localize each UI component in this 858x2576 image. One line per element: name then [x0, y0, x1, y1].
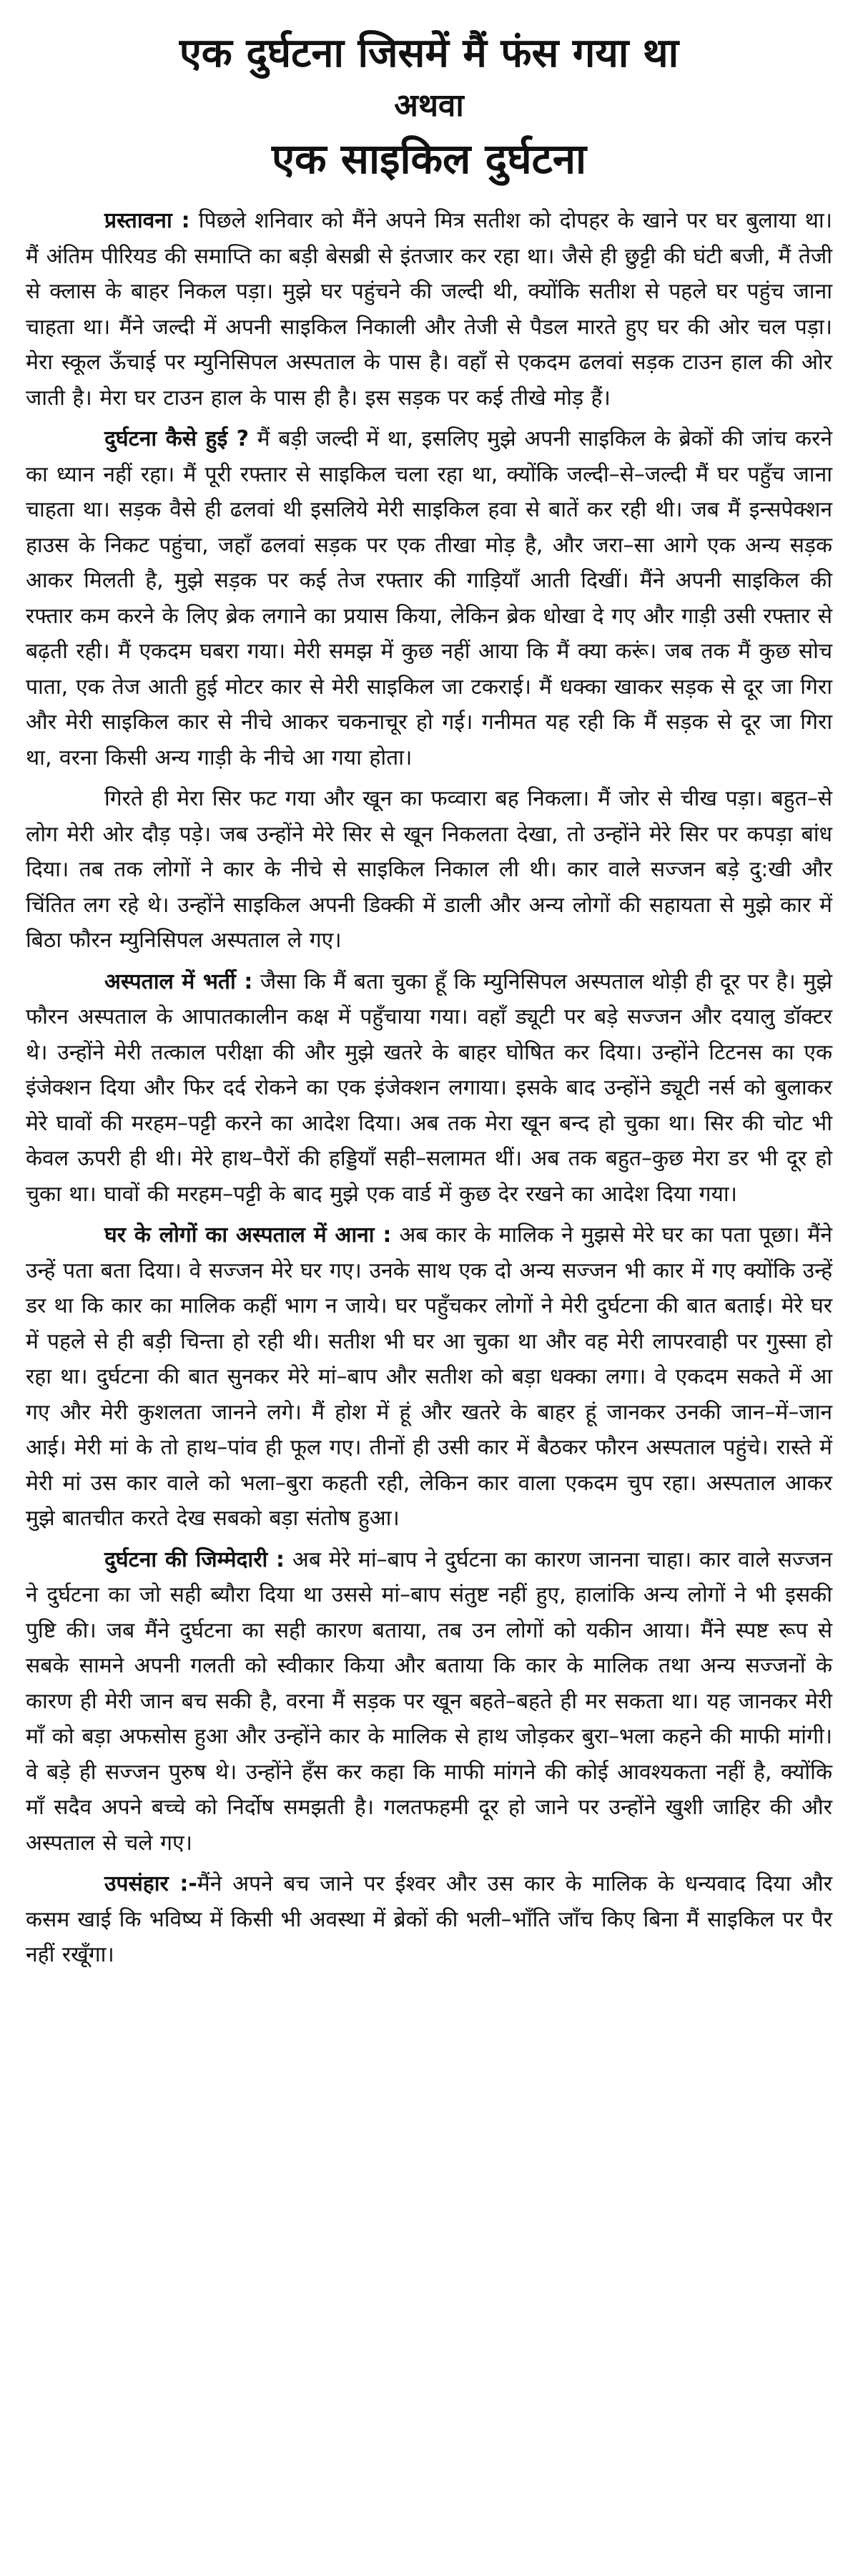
essay-title: एक दुर्घटना जिसमें मैं फंस गया था: [179, 30, 679, 77]
paragraph-hospital-admission: [26, 964, 832, 1213]
text-conclusion: मैंने अपने बच जाने पर ईश्वर और उस कार के मालिक के धन्यवाद दिया और कसम खाई कि भविष्य में किसी भी अवस्था में ब्रेकों की भली–भाँति जाँच किए बिना मैं साइकिल पर पैर नहीं रखूँगा।: [26, 1871, 833, 1967]
paragraph-family-arrival: [26, 1218, 832, 1537]
text-family-arrival: अब कार के मालिक ने मुझसे मेरे घर का पता पूछा। मैंने उन्हें पता बता दिया। वे सज्जन मेरे घर गए। उनके साथ एक दो अन्य सज्जन भी कार में गए क्योंकि उन्हें डर था कि कार का मालिक कहीं भाग न जाये। घर पहुँचकर लोगों ने मेरी दुर्घटना की बात बताई। मेरे घर में पहले से ही बड़ी चिन्ता हो रही थी। सतीश भी घर आ चुका था और वह मेरी लापरवाही पर गुस्सा हो रहा था। दुर्घटना की बात सुनकर मेरे मां–बाप और सतीश को बड़ा धक्का लगा। वे एकदम सकते में आ गए और मेरी कुशलता जानने लगे। मैं होश में हूं और खतरे के बाहर हूं जानकर उनकी जान–में–जान आई। मेरी मां के तो हाथ–पांव ही फूल गए। तीनों ही उसी कार में बैठकर फौरन अस्पताल पहुंचे। रास्ते में मेरी मां उस कार वाले को भला–बुरा कहती रही, लेकिन कार वाला एकदम चुप रहा। अस्पताल आकर मुझे बातचीत करते देख सबको बड़ा संतोष हुआ।: [26, 1223, 833, 1531]
heading-introduction: प्रस्तावना :: [104, 208, 190, 233]
paragraph-how-accident-happened: [26, 421, 832, 775]
heading-family-arrival: घर के लोगों का अस्पताल में आना :: [104, 1223, 392, 1248]
paragraph-responsibility: [26, 1542, 832, 1861]
text-introduction: पिछले शनिवार को मैंने अपने मित्र सतीश को दोपहर के खाने पर घर बुलाया था। मैं अंतिम पीरियड की समाप्ति का बड़ी बेसब्री से इंतजार कर रहा था। जैसे ही छुट्टी की घंटी बजी, मैं तेजी से क्लास के बाहर निकल पड़ा। मुझे घर पहुंचने की जल्दी थी, क्योंकि सतीश से पहले घर पहुंच जाना चाहता था। मैंने जल्दी में अपनी साइकिल निकाली और तेजी से पैडल मारते हुए घर की ओर चल पड़ा। मेरा स्कूल ऊँचाई पर म्युनिसिपल अस्पताल के पास है। वहाँ से एकदम ढलवां सड़क टाउन हाल की ओर जाती है। मेरा घर टाउन हाल के पास ही है। इस सड़क पर कई तीखे मोड़ हैं।: [26, 208, 832, 411]
text-hospital-admission: जैसा कि मैं बता चुका हूँ कि म्युनिसिपल अस्पताल थोड़ी ही दूर पर है। मुझे फौरन अस्पताल के आपातकालीन कक्ष में पहुँचाया गया। वहाँ ड्यूटी पर बड़े सज्जन और दयालु डॉक्टर थे। उन्होंने मेरी तत्काल परीक्षा की और मुझे खतरे के बाहर घोषित कर दिया। उन्होंने टिटनस का एक इंजेक्शन दिया और फिर दर्द रोकने का एक इंजेक्शन लगाया। इसके बाद उन्होंने ड्यूटी नर्स को बुलाकर मेरे घावों की मरहम–पट्टी करने का आदेश दिया। अब तक मेरा खून बन्द हो चुका था। सिर की चोट भी केवल ऊपरी ही थी। मेरे हाथ–पैरों की हड्डियाँ सही–सलामत थीं। अब तक बहुत–कुछ मेरा डर भी दूर हो चुका था। घावों की मरहम–पट्टी के बाद मुझे एक वार्ड में कुछ देर रखने का आदेश दिया गया।: [26, 969, 832, 1207]
heading-responsibility: दुर्घटना की जिम्मेदारी :: [104, 1547, 285, 1572]
heading-hospital-admission: अस्पताल में भर्ती :: [104, 969, 253, 994]
essay-subtitle: एक साइकिल दुर्घटना: [271, 134, 587, 183]
text-how-accident-happened: मैं बड़ी जल्दी में था, इसलिए मुझे अपनी साइकिल के ब्रेकों की जांच करने का ध्यान नहीं रहा। मैं पूरी रफ्तार से साइकिल चला रहा था, क्योंकि जल्दी–से–जल्दी मैं घर पहुँच जाना चाहता था। सड़क वैसे ही ढलवां थी इसलिये मेरी साइकिल हवा से बातें कर रही थी। जब मैं इन्सपेक्शन हाउस के निकट पहुंचा, जहाँ ढलवां सड़क पर एक तीखा मोड़ है, और जरा–सा आगे एक अन्य सड़क आकर मिलती है, मुझे सड़क पर कई तेज रफ्तार की गाड़ियाँ आती दिखीं। मैंने अपनी साइकिल की रफ्तार कम करने के लिए ब्रेक लगाने का प्रयास किया, लेकिन ब्रेक धोखा दे गए और गाड़ी उसी रफ्तार से बढ़ती रही। मैं एकदम घबरा गया। मेरी समझ में कुछ नहीं आया कि मैं क्या करूं। जब तक मैं कुछ सोच पाता, एक तेज आती हुई मोटर कार से मेरी साइकिल जा टकराई। मैं धक्का खाकर सड़क से दूर जा गिरा और मेरी साइकिल कार से नीचे आकर चकनाचूर हो गई। गनीमत यह रही कि मैं सड़क से दूर जा गिरा था, वरना किसी अन्य गाड़ी के नीचे आ गया होता।: [26, 426, 832, 770]
text-injury: गिरते ही मेरा सिर फट गया और खून का फव्वारा बह निकला। मैं जोर से चीख पड़ा। बहुत–से लोग मेरी ओर दौड़ पड़े। जब उन्होंने मेरे सिर से खून निकलता देखा, तो उन्होंने मेरे सिर पर कपड़ा बांध दिया। तब तक लोगों ने कार के नीचे से साइकिल निकाल ली थी। कार वाले सज्जन बड़े दु:खी और चिंतित लग रहे थे। उन्होंने साइकिल अपनी डिक्की में डाली और अन्य लोगों की सहायता से मुझे कार में बिठा फौरन म्युनिसिपल अस्पताल ले गए।: [26, 786, 832, 953]
text-responsibility: अब मेरे मां–बाप ने दुर्घटना का कारण जानना चाहा। कार वाले सज्जन ने दुर्घटना का जो सही ब्यौरा दिया था उससे मां–बाप संतुष्ट नहीं हुए, हालांकि अन्य लोगों ने भी इसकी पुष्टि की। जब मैंने दुर्घटना का सही कारण बताया, तब उन लोगों को यकीन आया। मैंने स्पष्ट रूप से सबके सामने अपनी गलती को स्वीकार किया और बताया कि कार के मालिक तथा अन्य सज्जनों के कारण ही मेरी जान बच सकी है, वरना मैं सड़क पर खून बहते–बहते ही मर सकता था। यह जानकर मेरी माँ को बड़ा अफसोस हुआ और उन्होंने कार के मालिक से हाथ जोड़कर बुरा–भला कहने की माफी मांगी। वे बड़े ही सज्जन पुरुष थे। उन्होंने हँस कर कहा कि माफी मांगने की कोई आवश्यकता नहीं है, क्योंकि माँ सदैव अपने बच्चे को निर्दोष समझती है। गलतफहमी दूर हो जाने पर उन्होंने खुशी जाहिर की और अस्पताल से चले गए।: [26, 1547, 833, 1856]
heading-how-accident-happened: दुर्घटना कैसे हुई ?: [104, 426, 250, 451]
or-label: अथवा: [394, 87, 464, 124]
paragraph-conclusion: [26, 1866, 832, 1973]
title-block: [26, 29, 832, 186]
paragraph-injury: [26, 781, 832, 959]
heading-conclusion: उपसंहार :-: [104, 1871, 197, 1896]
paragraph-introduction: [26, 203, 832, 416]
